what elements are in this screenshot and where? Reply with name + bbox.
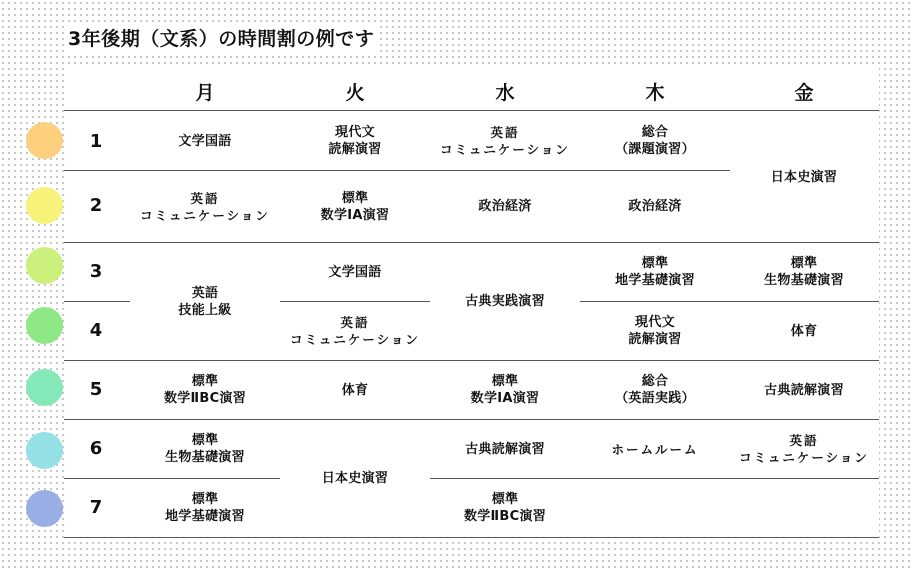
period-5-dot [26, 369, 63, 406]
period-6-dot [26, 432, 63, 469]
cell-mon-3-4: 英語 技能上級 [178, 285, 232, 318]
cell-mon-2: 英語 コミュニケーション [140, 190, 270, 223]
bottom-rule [64, 537, 879, 538]
period-number: 5 [89, 379, 103, 400]
period-number: 6 [89, 438, 103, 459]
cell-fri-5: 古典読解演習 [764, 382, 844, 398]
period-number: 3 [89, 261, 103, 282]
cell-wed-5: 標準 数学ⅠA演習 [470, 374, 540, 406]
cell-wed-2: 政治経済 [478, 199, 532, 214]
cell-tue-5: 体育 [341, 382, 369, 398]
cell-thu-6: ホームルーム [611, 441, 699, 457]
day-header-mon: 月 [195, 82, 215, 104]
cell-wed-1: 英語 コミュニケーション [440, 125, 570, 157]
row-rule [64, 301, 130, 302]
period-1-dot [26, 122, 63, 159]
cell-thu-3: 標準 地学基礎演習 [615, 256, 695, 288]
cell-tue-3: 文学国語 [328, 264, 382, 280]
cell-wed-6: 古典読解演習 [465, 441, 545, 457]
day-header-wed: 水 [495, 82, 515, 104]
cell-tue-6-7: 日本史演習 [321, 471, 389, 486]
period-7-dot [26, 490, 63, 527]
cell-wed-7: 標準 数学ⅡBC演習 [463, 492, 547, 524]
cell-thu-2: 政治経済 [628, 199, 682, 214]
cell-fri-6: 英語 コミュニケーション [739, 433, 869, 465]
cell-fri-4: 体育 [790, 323, 818, 339]
header-rule [64, 110, 879, 111]
cell-tue-1: 現代文 読解演習 [328, 125, 382, 157]
period-number: 4 [89, 320, 103, 341]
period-3-dot [26, 247, 63, 284]
cell-tue-2: 標準 数学ⅠA演習 [320, 190, 390, 223]
cell-mon-5: 標準 数学ⅡBC演習 [163, 374, 247, 406]
cell-thu-4: 現代文 読解演習 [628, 315, 682, 347]
cell-thu-7 [580, 479, 730, 537]
cell-fri-3: 標準 生物基礎演習 [764, 256, 844, 288]
cell-fri-1-2: 日本史演習 [770, 169, 838, 185]
cell-mon-7: 標準 地学基礎演習 [165, 492, 245, 524]
cell-thu-1: 総合 （課題演習） [615, 125, 695, 157]
cell-wed-3-4: 古典実践演習 [465, 294, 545, 309]
day-header-fri: 金 [794, 82, 814, 104]
period-number: 7 [89, 497, 103, 518]
period-number: 1 [89, 131, 103, 152]
day-header-thu: 木 [645, 82, 665, 104]
cell-mon-6: 標準 生物基礎演習 [165, 433, 245, 465]
period-4-dot [26, 307, 63, 344]
day-header-tue: 火 [345, 82, 365, 104]
cell-tue-4: 英語 コミュニケーション [290, 315, 420, 347]
cell-mon-1: 文学国語 [178, 133, 232, 149]
period-2-dot [26, 187, 63, 224]
page-title: 3年後期（文系）の時間割の例です [64, 22, 378, 53]
cell-thu-5: 総合 （英語実践） [615, 374, 695, 406]
period-number: 2 [89, 195, 103, 216]
cell-fri-7 [729, 479, 879, 537]
